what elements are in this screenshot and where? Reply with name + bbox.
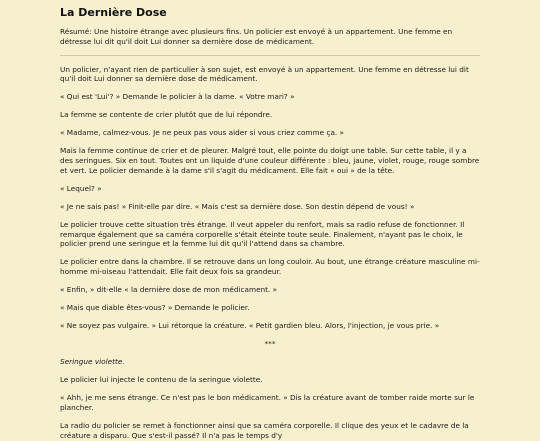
story-paragraph: « Je ne sais pas! » Finit-elle par dire. « Mais c'est sa dernière dose. Son destin dépend de vous! » [60, 201, 415, 211]
story-paragraph: Le policier lui injecte le contenu de la seringue violette. [60, 375, 263, 385]
story-summary: Résumé: Une histoire étrange avec plusieurs fins. Un policier est envoyé à un appartement. Une femme en détresse lui dit qu'il doit Lui donner sa dernière dose de médicament. [60, 27, 453, 46]
chapter-heading: Seringue violette. [60, 357, 125, 367]
story-paragraph: « Enfin, » dit-elle « la dernière dose de mon médicament. » [60, 285, 278, 295]
story-paragraph: La radio du policier se remet à fonctionner ainsi que sa caméra corporelle. Il clique des yeux et le cadavre de la créature a disparu. Que s'est-il passé? Il n'a pas le temps d'y [60, 420, 469, 440]
story-body [60, 65, 480, 441]
story-page [60, 0, 480, 440]
section-separator: *** [264, 339, 276, 349]
story-paragraph: « Ne soyez pas vulgaire. » Lui rétorque la créature. « Petit gardien bleu. Alors, l'injection, je vous prie. » [60, 321, 440, 331]
story-paragraph: « Qui est 'Lui'? » Demande le policier à la dame. « Votre mari? » [60, 92, 295, 102]
story-paragraph: Un policier, n'ayant rien de particulier à son sujet, est envoyé à un appartement. Une femme en détresse lui dit qu'il doit Lui donner sa dernière dose de médicament. [60, 64, 469, 84]
story-paragraph: Le policier trouve cette situation très étrange. Il veut appeler du renfort, mais sa radio refuse de fonctionner. Il remarque également que sa caméra corporelle s'était éteinte toute seule. Finalement, n'ayant pas le choix, le policier prend une seringue et la femme lui dit qu'il l'attend dans sa chambre. [60, 219, 465, 249]
story-paragraph: « Lequel? » [60, 183, 102, 193]
story-paragraph: Mais la femme continue de crier et de pleurer. Malgré tout, elle pointe du doigt une table. Sur cette table, il y a des seringues. Six en tout. Toutes ont un liquide d'une couleur différente : bleu, jaune, violet, rouge, rouge sombre et vert. Le policier demande à la dame s'il s'agit du médicament. Elle fait « oui » de la tête. [60, 146, 480, 175]
story-paragraph: « Ahh, je me sens étrange. Ce n'est pas le bon médicament. » Dis la créature avant de tomber raide morte sur le plancher. [60, 393, 475, 412]
story-title: La Dernière Dose [60, 6, 167, 19]
story-paragraph: Le policier entre dans la chambre. Il se retrouve dans un long couloir. Au bout, une étrange créature masculine mi-homme mi-oiseau l'attendait. Elle fait deux fois sa grandeur. [60, 257, 480, 277]
summary-divider [60, 55, 480, 56]
story-paragraph: La femme se contente de crier plutôt que de lui répondre. [60, 110, 273, 120]
story-paragraph: « Mais que diable êtes-vous? » Demande le policier. [60, 303, 250, 313]
story-paragraph: « Madame, calmez-vous. Je ne peux pas vous aider si vous criez comme ça. » [60, 128, 345, 138]
